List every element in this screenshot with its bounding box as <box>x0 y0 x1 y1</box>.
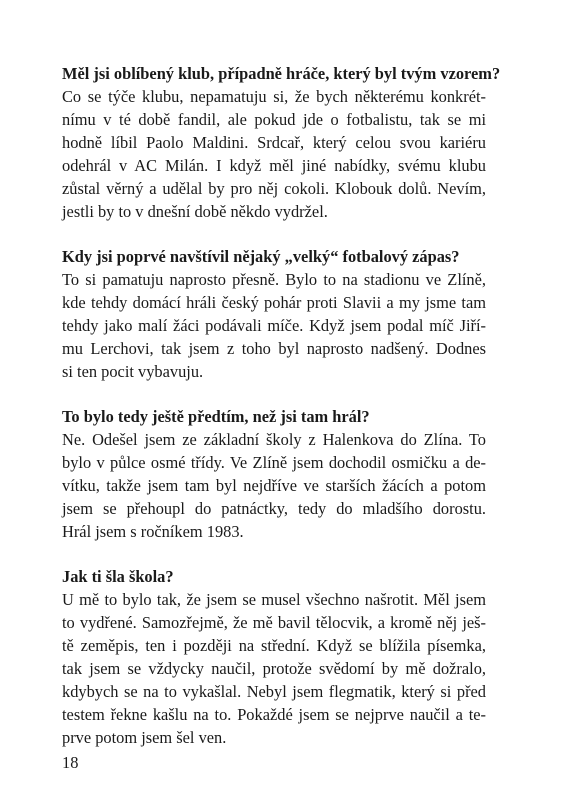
answer-paragraph <box>62 85 486 223</box>
text-line: tehdy jako malí žáci podávali míče. Když jsem podal míč Jiří- <box>62 316 486 335</box>
text-line: Co se týče klubu, nepamatuju si, že bych některému konkrét- <box>62 87 486 106</box>
text-line: nímu v té době fandil, ale pokud jde o fotbalistu, tak se mi <box>62 110 486 129</box>
text-line: tě zeměpis, ten i později na střední. Když se blížila písemka, <box>62 636 486 655</box>
text-line: kdybych se na to vykašlal. Nebyl jsem flegmatik, který si před <box>62 682 486 701</box>
text-line: bylo v půlce osmé třídy. Ve Zlíně jsem dochodil osmičku a de- <box>62 453 486 472</box>
answer-paragraph <box>62 428 486 543</box>
question-heading: Jak ti šla škola? <box>62 567 174 586</box>
qa-section <box>62 565 486 749</box>
text-line: prve potom jsem šel ven. <box>62 728 227 747</box>
page-number: 18 <box>62 753 79 772</box>
text-line: tak jsem se vždycky naučil, protože svědomí by mě dožralo, <box>62 659 486 678</box>
text-line: jestli by to v dnešní době někdo vydržel. <box>62 202 328 221</box>
text-line: jsem se přehoupl do patnáctky, tedy do mladšího dorostu. <box>62 499 486 518</box>
text-line: U mě to bylo tak, že jsem se musel všechno našrotit. Měl jsem <box>62 590 486 609</box>
page-body <box>62 62 501 771</box>
question-heading: Měl jsi oblíbený klub, případně hráče, který byl tvým vzorem? <box>62 64 501 83</box>
text-line: vítku, takže jsem tam byl nejdříve ve starších žácích a potom <box>62 476 486 495</box>
qa-section <box>62 405 486 543</box>
text-line: kde tehdy domácí hráli český pohár proti Slavii a my jsme tam <box>62 293 486 312</box>
answer-paragraph <box>62 268 486 383</box>
text-line: hodně líbil Paolo Maldini. Srdcař, který celou svou kariéru <box>62 133 486 152</box>
text-line: zůstal věrný a udělal by pro něj cokoli. Klobouk dolů. Nevím, <box>62 179 486 198</box>
text-line: to vydřené. Samozřejmě, že mě bavil tělocvik, a kromě něj ješ- <box>62 613 486 632</box>
answer-paragraph <box>62 588 486 749</box>
text-line: si ten pocit vybavuju. <box>62 362 204 381</box>
question-heading: Kdy jsi poprvé navštívil nějaký „velký“ fotbalový zápas? <box>62 247 460 266</box>
text-line: odehrál v AC Milán. I když měl jiné nabídky, svému klubu <box>62 156 486 175</box>
text-line: To si pamatuju naprosto přesně. Bylo to na stadionu ve Zlíně, <box>62 270 486 289</box>
text-line: mu Lerchovi, tak jsem z toho byl naprosto nadšený. Dodnes <box>62 339 486 358</box>
text-line: testem řekne kašlu na to. Pokaždé jsem se nejprve naučil a te- <box>62 705 486 724</box>
qa-section <box>62 245 486 383</box>
qa-section <box>62 62 501 223</box>
text-line: Ne. Odešel jsem ze základní školy z Halenkova do Zlína. To <box>62 430 486 449</box>
text-line: Hrál jsem s ročníkem 1983. <box>62 522 244 541</box>
question-heading: To bylo tedy ještě předtím, než jsi tam hrál? <box>62 407 370 426</box>
